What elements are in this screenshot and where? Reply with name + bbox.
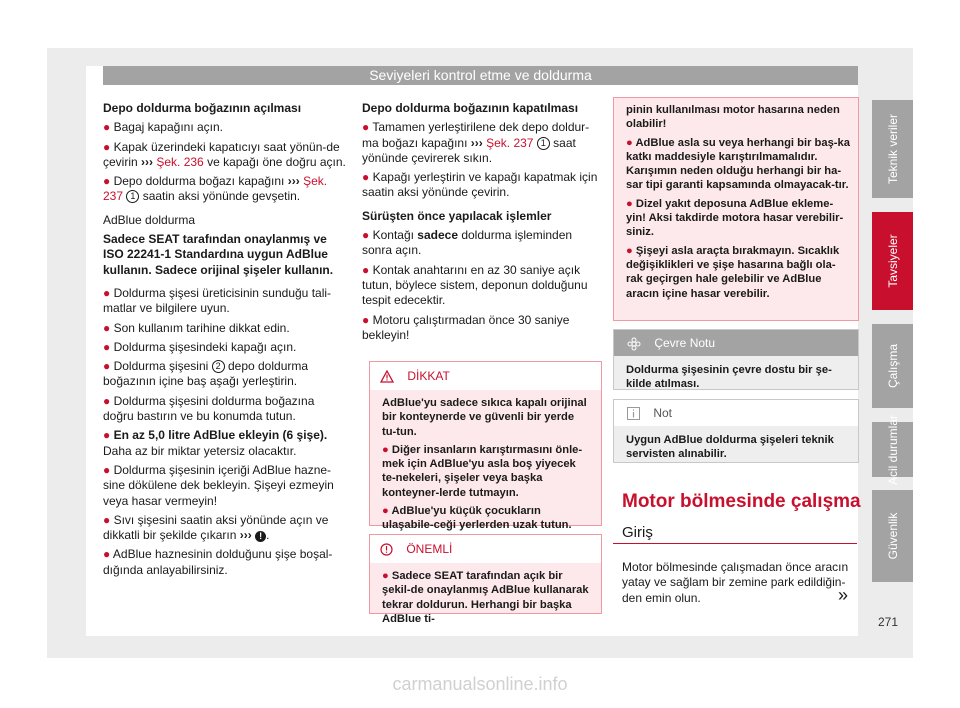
- tab-tavsiyeler[interactable]: Tavsiyeler: [872, 212, 913, 310]
- list-item: ● Bagaj kapağını açın.: [103, 120, 224, 135]
- section-title: Motor bölmesinde çalışma: [622, 491, 861, 512]
- list-item: ● Doldurma şişesini 2 depo doldurma boğazının içine baş aşağı yerleştirin.: [103, 359, 309, 389]
- bold-paragraph: Sadece SEAT tarafından onaylanmış ve ISO 22241-1 Standardına uygun AdBlue kullanın. Sadece orijinal şişeler kullanın.: [103, 232, 334, 277]
- figure-link[interactable]: Şek. 237: [486, 135, 534, 150]
- important-box-continued: [613, 97, 859, 321]
- list-item: ● Doldurma şişesinin içeriği AdBlue hazne-sine dökülene dek bekleyin. Şişeyi ezmeyin veya hasar vermeyin!: [103, 462, 334, 508]
- list-item: ● AdBlue haznesinin dolduğunu şişe boşal-dığında anlayabilirsiniz.: [103, 547, 333, 577]
- important-box: [369, 534, 602, 625]
- list-item: ● Tamamen yerleştirilene dek depo doldur-ma boğazı kapağını ››› Şek. 237 1 saat yönünde çevirerek sıkın.: [362, 120, 590, 165]
- subtitle-divider: [613, 543, 857, 544]
- section-subtitle: Giriş: [622, 524, 653, 541]
- callout-number: 2: [212, 360, 225, 373]
- note-text: Uygun AdBlue doldurma şişeleri teknik servisten alınabilir.: [626, 434, 834, 461]
- warning-header: DİKKAT: [370, 362, 601, 390]
- important-item: ● Dizel yakıt deposuna AdBlue ekleme-yin! Aksi takdirde motora hasar verebilir-siniz.: [626, 197, 844, 239]
- tab-teknik-veriler[interactable]: Teknik veriler: [872, 100, 913, 198]
- list-item: ● Sıvı şişesini saatin aksi yönünde açın ve dikkatli bir şekilde çıkarın ››› ! .: [103, 512, 329, 543]
- figure-link[interactable]: Şek. 236: [156, 154, 204, 169]
- warning-box: [369, 361, 602, 532]
- callout-number: 1: [537, 137, 550, 150]
- sub-heading: AdBlue doldurma: [103, 212, 196, 227]
- tab-calisma[interactable]: Çalışma: [872, 324, 913, 408]
- list-item: ● Depo doldurma boğazı kapağını ››› Şek. 237 1 saatin aksi yönünde gevşetin.: [103, 174, 328, 204]
- page-header: Seviyeleri kontrol etme ve doldurma: [103, 66, 858, 85]
- environment-note-box: [613, 329, 859, 390]
- info-note-icon: [627, 407, 640, 420]
- list-item: ● Kapak üzerindeki kapatıcıyı saat yönün-de çevirin ››› Şek. 236 ve kapağı öne doğru açın.: [103, 139, 346, 169]
- list-item: ● Son kullanım tarihine dikkat edin.: [103, 320, 290, 335]
- warning-ref-icon: !: [255, 531, 266, 542]
- warning-triangle-icon: [380, 370, 394, 383]
- important-header: ÖNEMLİ: [370, 535, 601, 563]
- figure-link[interactable]: Şek. 237: [103, 174, 328, 204]
- note-header: Not: [614, 400, 858, 426]
- section-heading: Depo doldurma boğazının kapatılması: [362, 101, 579, 115]
- warning-item: ● AdBlue'yu küçük çocukların ulaşabile-ceği yerlerden uzak tutun.: [382, 505, 572, 532]
- list-item: ● En az 5,0 litre AdBlue ekleyin (6 şişe). Daha az bir miktar yetersiz olacaktır.: [103, 428, 328, 458]
- list-item: ● Doldurma şişesindeki kapağı açın.: [103, 339, 297, 354]
- list-item: ● Kontak anahtarını en az 30 saniye açık tutun, böylece sistem, deponun dolduğunu tespit edecektir.: [362, 262, 588, 308]
- section-text: Motor bölmesinde çalışmadan önce aracın yatay ve sağlam bir zemine park edildiğin-den emin olun.: [622, 560, 849, 605]
- list-item: ● Doldurma şişesi üreticisinin sunduğu tali-matlar ve bilgilere uyun.: [103, 285, 332, 316]
- section-heading: Depo doldurma boğazının açılması: [103, 101, 302, 115]
- environment-note-header: Çevre Notu: [614, 330, 858, 356]
- warning-paragraph: AdBlue'yu sadece sıkıca kapalı orijinal bir konteynerde ve güvenli bir yerde tu-tun.: [382, 397, 587, 438]
- column-middle: [362, 101, 602, 343]
- page-number: 271: [878, 615, 899, 629]
- list-item: ● Doldurma şişesini doldurma boğazına doğru bastırın ve bu konumda tutun.: [103, 393, 315, 424]
- environment-note-text: Doldurma şişesinin çevre dostu bir şe-kilde atılması.: [626, 364, 832, 391]
- continue-arrow-icon: »: [838, 585, 849, 605]
- tab-guvenlik[interactable]: Güvenlik: [872, 490, 913, 582]
- watermark: carmanualsonline.info: [392, 674, 568, 694]
- section-heading: Sürüşten önce yapılacak işlemler: [362, 208, 552, 223]
- list-item: ● Kontağı sadece doldurma işleminden sonra açın.: [362, 228, 573, 258]
- list-item: ● Motoru çalıştırmadan önce 30 saniye bekleyin!: [362, 312, 570, 342]
- important-item: ● Sadece SEAT tarafından açık bir şekil-de onaylanmış AdBlue kullanarak tekrar doldurun. Herhangi bir başka AdBlue ti-: [382, 570, 589, 625]
- flower-icon: [627, 337, 641, 351]
- info-circle-icon: [380, 543, 393, 556]
- important-item: ● Şişeyi asla araçta bırakmayın. Sıcaklık değişiklikleri ve şişe hasarına bağlı ola-rak geçirgen hale gelebilir ve AdBlue aracın içine hasar verebilir.: [626, 244, 840, 300]
- important-item: ● AdBlue asla su veya herhangi bir baş-ka katkı maddesiyle karıştırılmamalıdır. Karışımın neden olduğu herhangi bir ha-sar tipi garanti kapsamında olmayacak-tır.: [626, 136, 850, 192]
- callout-number: 1: [126, 190, 139, 203]
- tab-acil-durumlar[interactable]: Acil durumlar: [872, 422, 913, 477]
- note-box: [613, 399, 859, 463]
- important-paragraph: pinin kullanılması motor hasarına neden olabilir!: [626, 104, 840, 131]
- warning-item: ● Diğer insanların karıştırmasını önle-mek için AdBlue'yu asla boş yiyecek te-nekeleri, şişeler veya başka konteyner-lerde tutmayın.: [382, 443, 583, 499]
- list-item: ● Kapağı yerleştirin ve kapağı kapatmak için saatin aksi yönünde çevirin.: [362, 170, 598, 200]
- column-left: [103, 101, 348, 578]
